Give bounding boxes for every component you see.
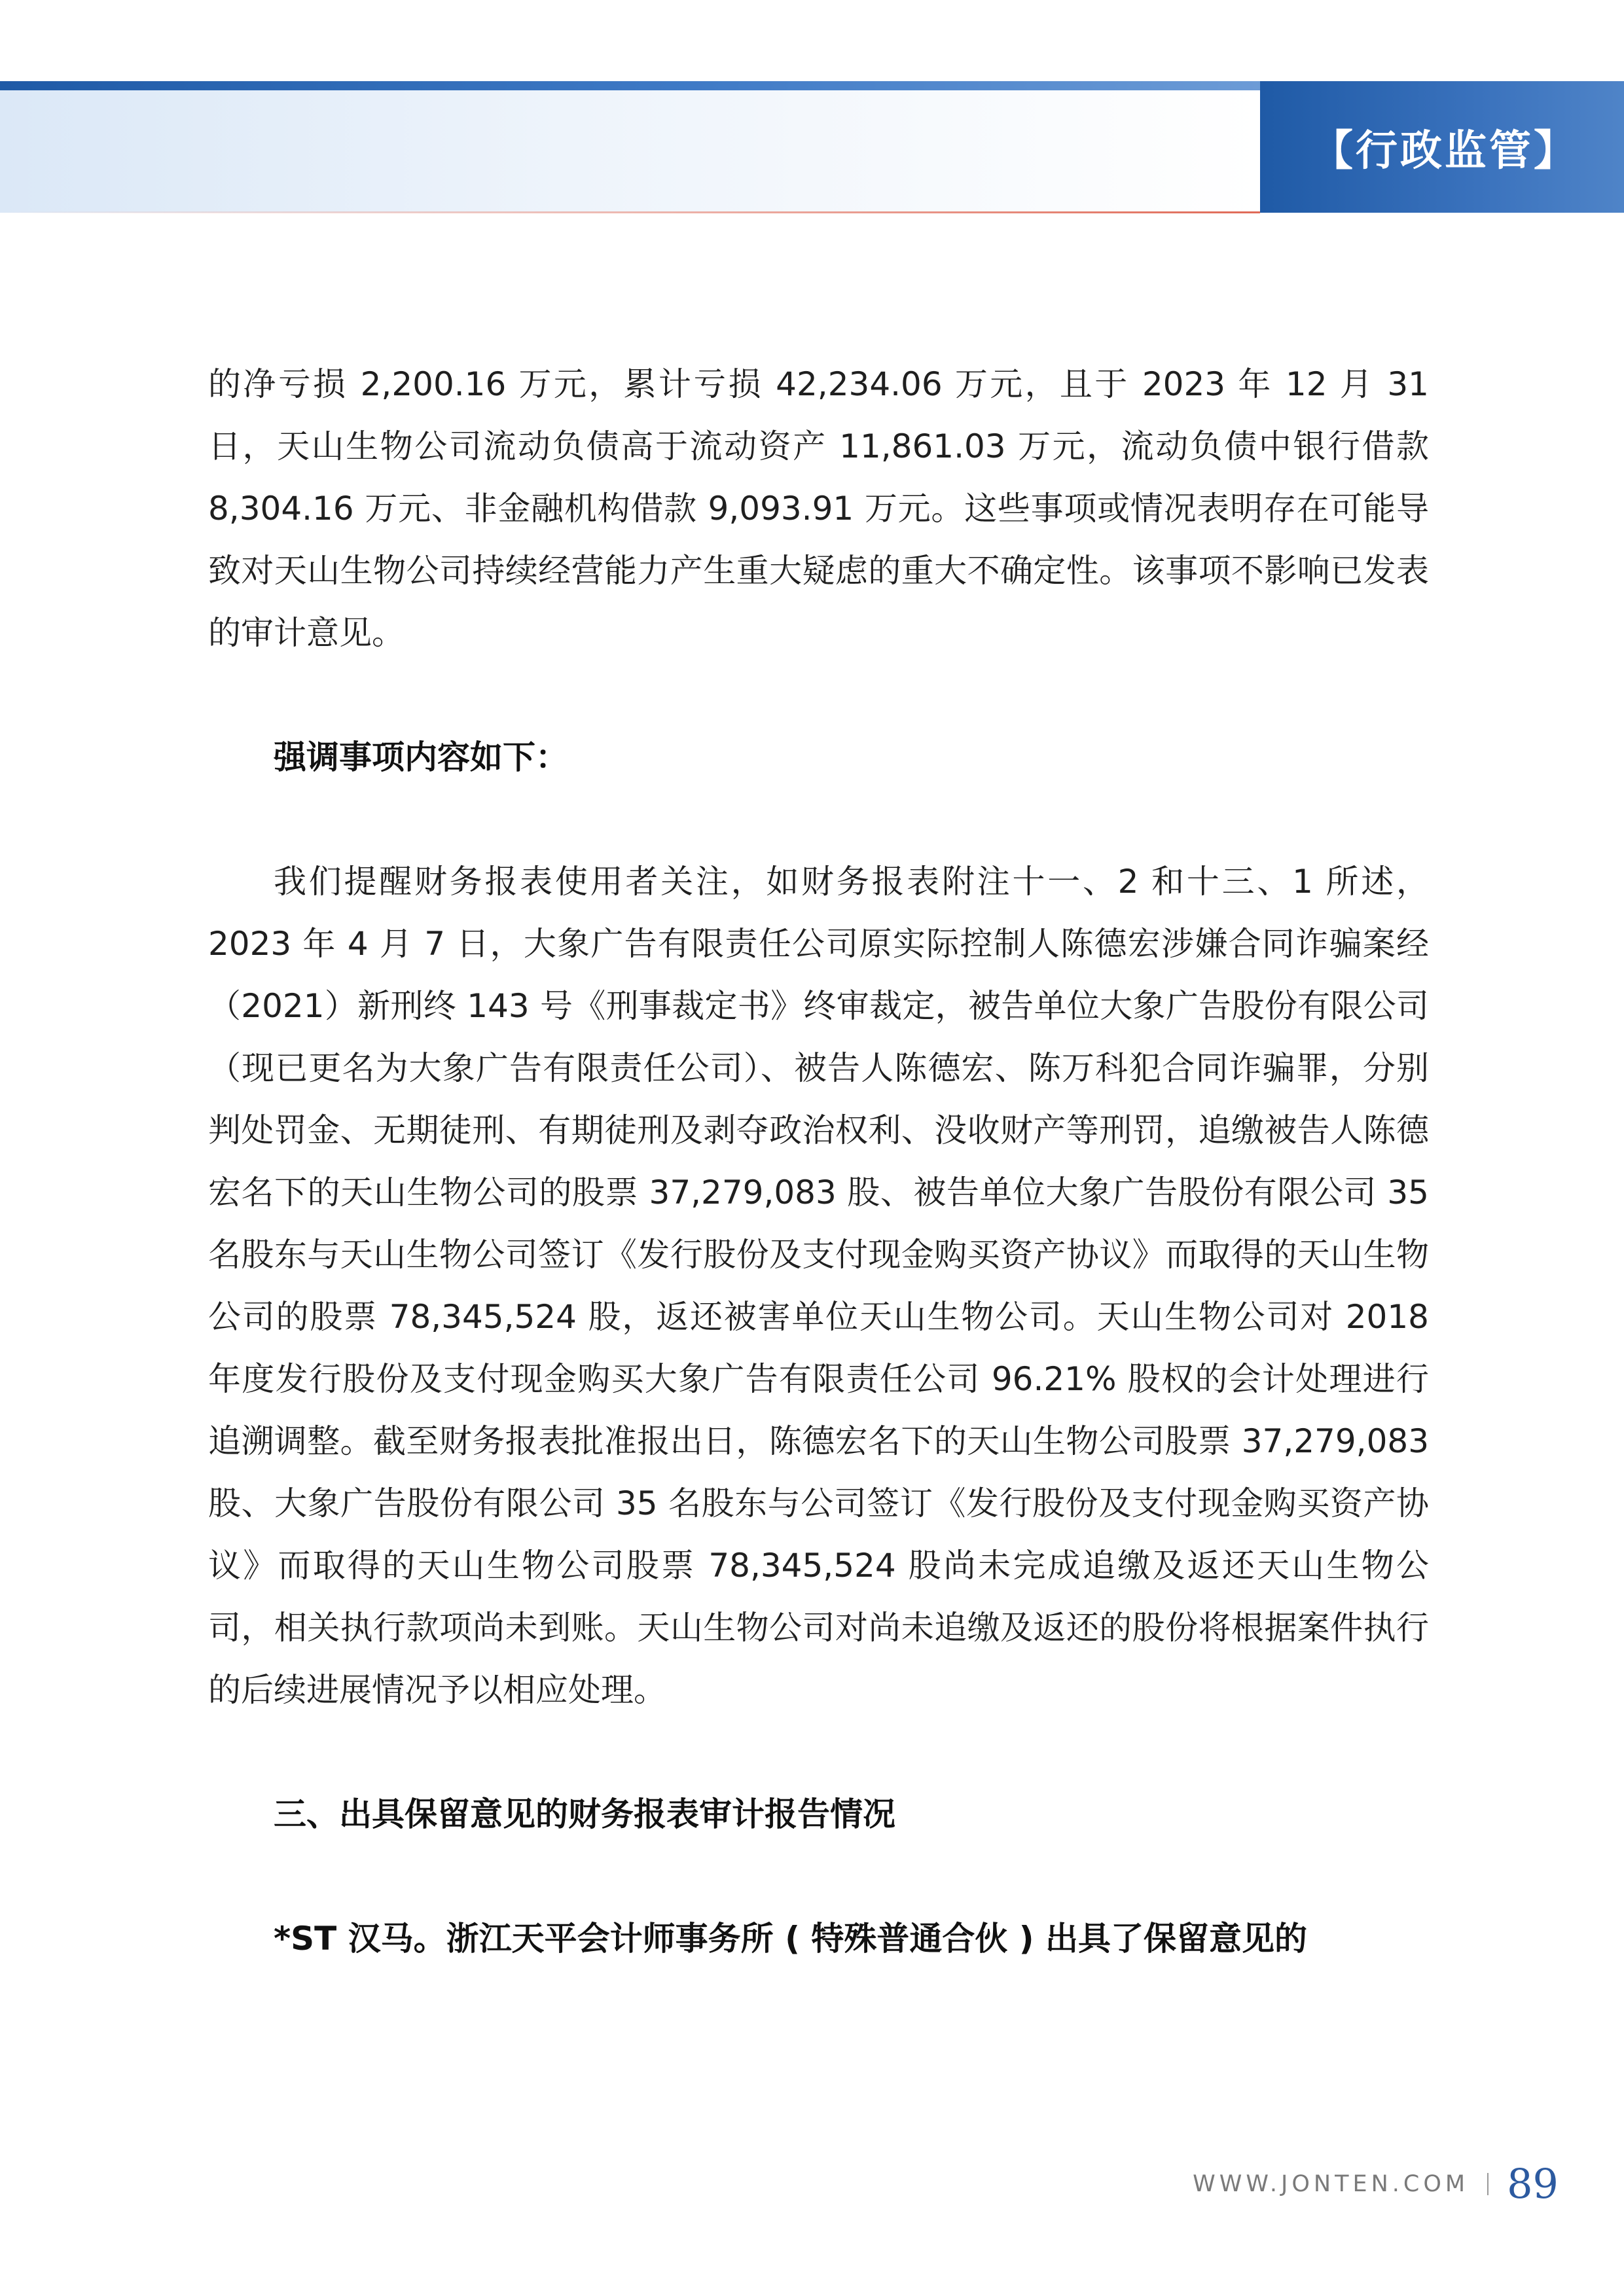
spacer	[208, 664, 1429, 726]
paragraph-emphasis-detail: 我们提醒财务报表使用者关注，如财务报表附注十一、2 和十三、1 所述，2023 年 4 月 7 日，大象广告有限责任公司原实际控制人陈德宏涉嫌合同诈骗案经（2021）新刑终 143 号《刑事裁定书》终审裁定，被告单位大象广告股份有限公司（现已更名为大象广告有限责任公司）、被告人陈德宏、陈万科犯合同诈骗罪，分别判处罚金、无期徒刑、有期徒刑及剥夺政治权利、没收财产等刑罚，追缴被告人陈德宏名下的天山生物公司的股票 37,279,083 股、被告单位大象广告股份有限公司 35 名股东与天山生物公司签订《发行股份及支付现金购买资产协议》而取得的天山生物公司的股票 78,345,524 股，返还被害单位天山生物公司。天山生物公司对 2018 年度发行股份及支付现金购买大象广告有限责任公司 96.21% 股权的会计处理进行追溯调整。截至财务报表批准报出日，陈德宏名下的天山生物公司股票 37,279,083 股、大象广告股份有限公司 35 名股东与公司签订《发行股份及支付现金购买资产协议》而取得的天山生物公司股票 78,345,524 股尚未完成追缴及返还天山生物公司，相关执行款项尚未到账。天山生物公司对尚未追缴及返还的股份将根据案件执行的后续进展情况予以相应处理。	[208, 863, 1429, 1709]
header-red-line	[0, 211, 1260, 213]
heading-st-hanma: *ST 汉马。浙江天平会计师事务所 ( 特殊普通合伙 ) 出具了保留意见的	[274, 1920, 1308, 1958]
footer-divider	[1487, 2173, 1489, 2195]
heading-emphasis-matters: 强调事项内容如下：	[274, 738, 568, 776]
page-footer	[1193, 2160, 1559, 2208]
website-url: WWW.JONTEN.COM	[1193, 2170, 1470, 2197]
page-number: 89	[1507, 2160, 1559, 2208]
header-top-line	[0, 81, 1260, 90]
heading-qualified-opinion: 三、出具保留意见的财务报表审计报告情况	[274, 1795, 895, 1833]
section-label: 【行政监管】	[1260, 81, 1624, 213]
spacer	[208, 1721, 1429, 1784]
header-band	[0, 84, 1260, 213]
paragraph-going-concern: 的净亏损 2,200.16 万元，累计亏损 42,234.06 万元，且于 2023 年 12 月 31 日，天山生物公司流动负债高于流动资产 11,861.03 万元，流动负债中银行借款 8,304.16 万元、非金融机构借款 9,093.91 万元。这些事项或情况表明存在可能导致对天山生物公司持续经营能力产生重大疑虑的重大不确定性。该事项不影响已发表的审计意见。	[208, 365, 1429, 652]
page-content	[208, 353, 1429, 1970]
spacer	[208, 1846, 1429, 1908]
spacer	[208, 789, 1429, 851]
